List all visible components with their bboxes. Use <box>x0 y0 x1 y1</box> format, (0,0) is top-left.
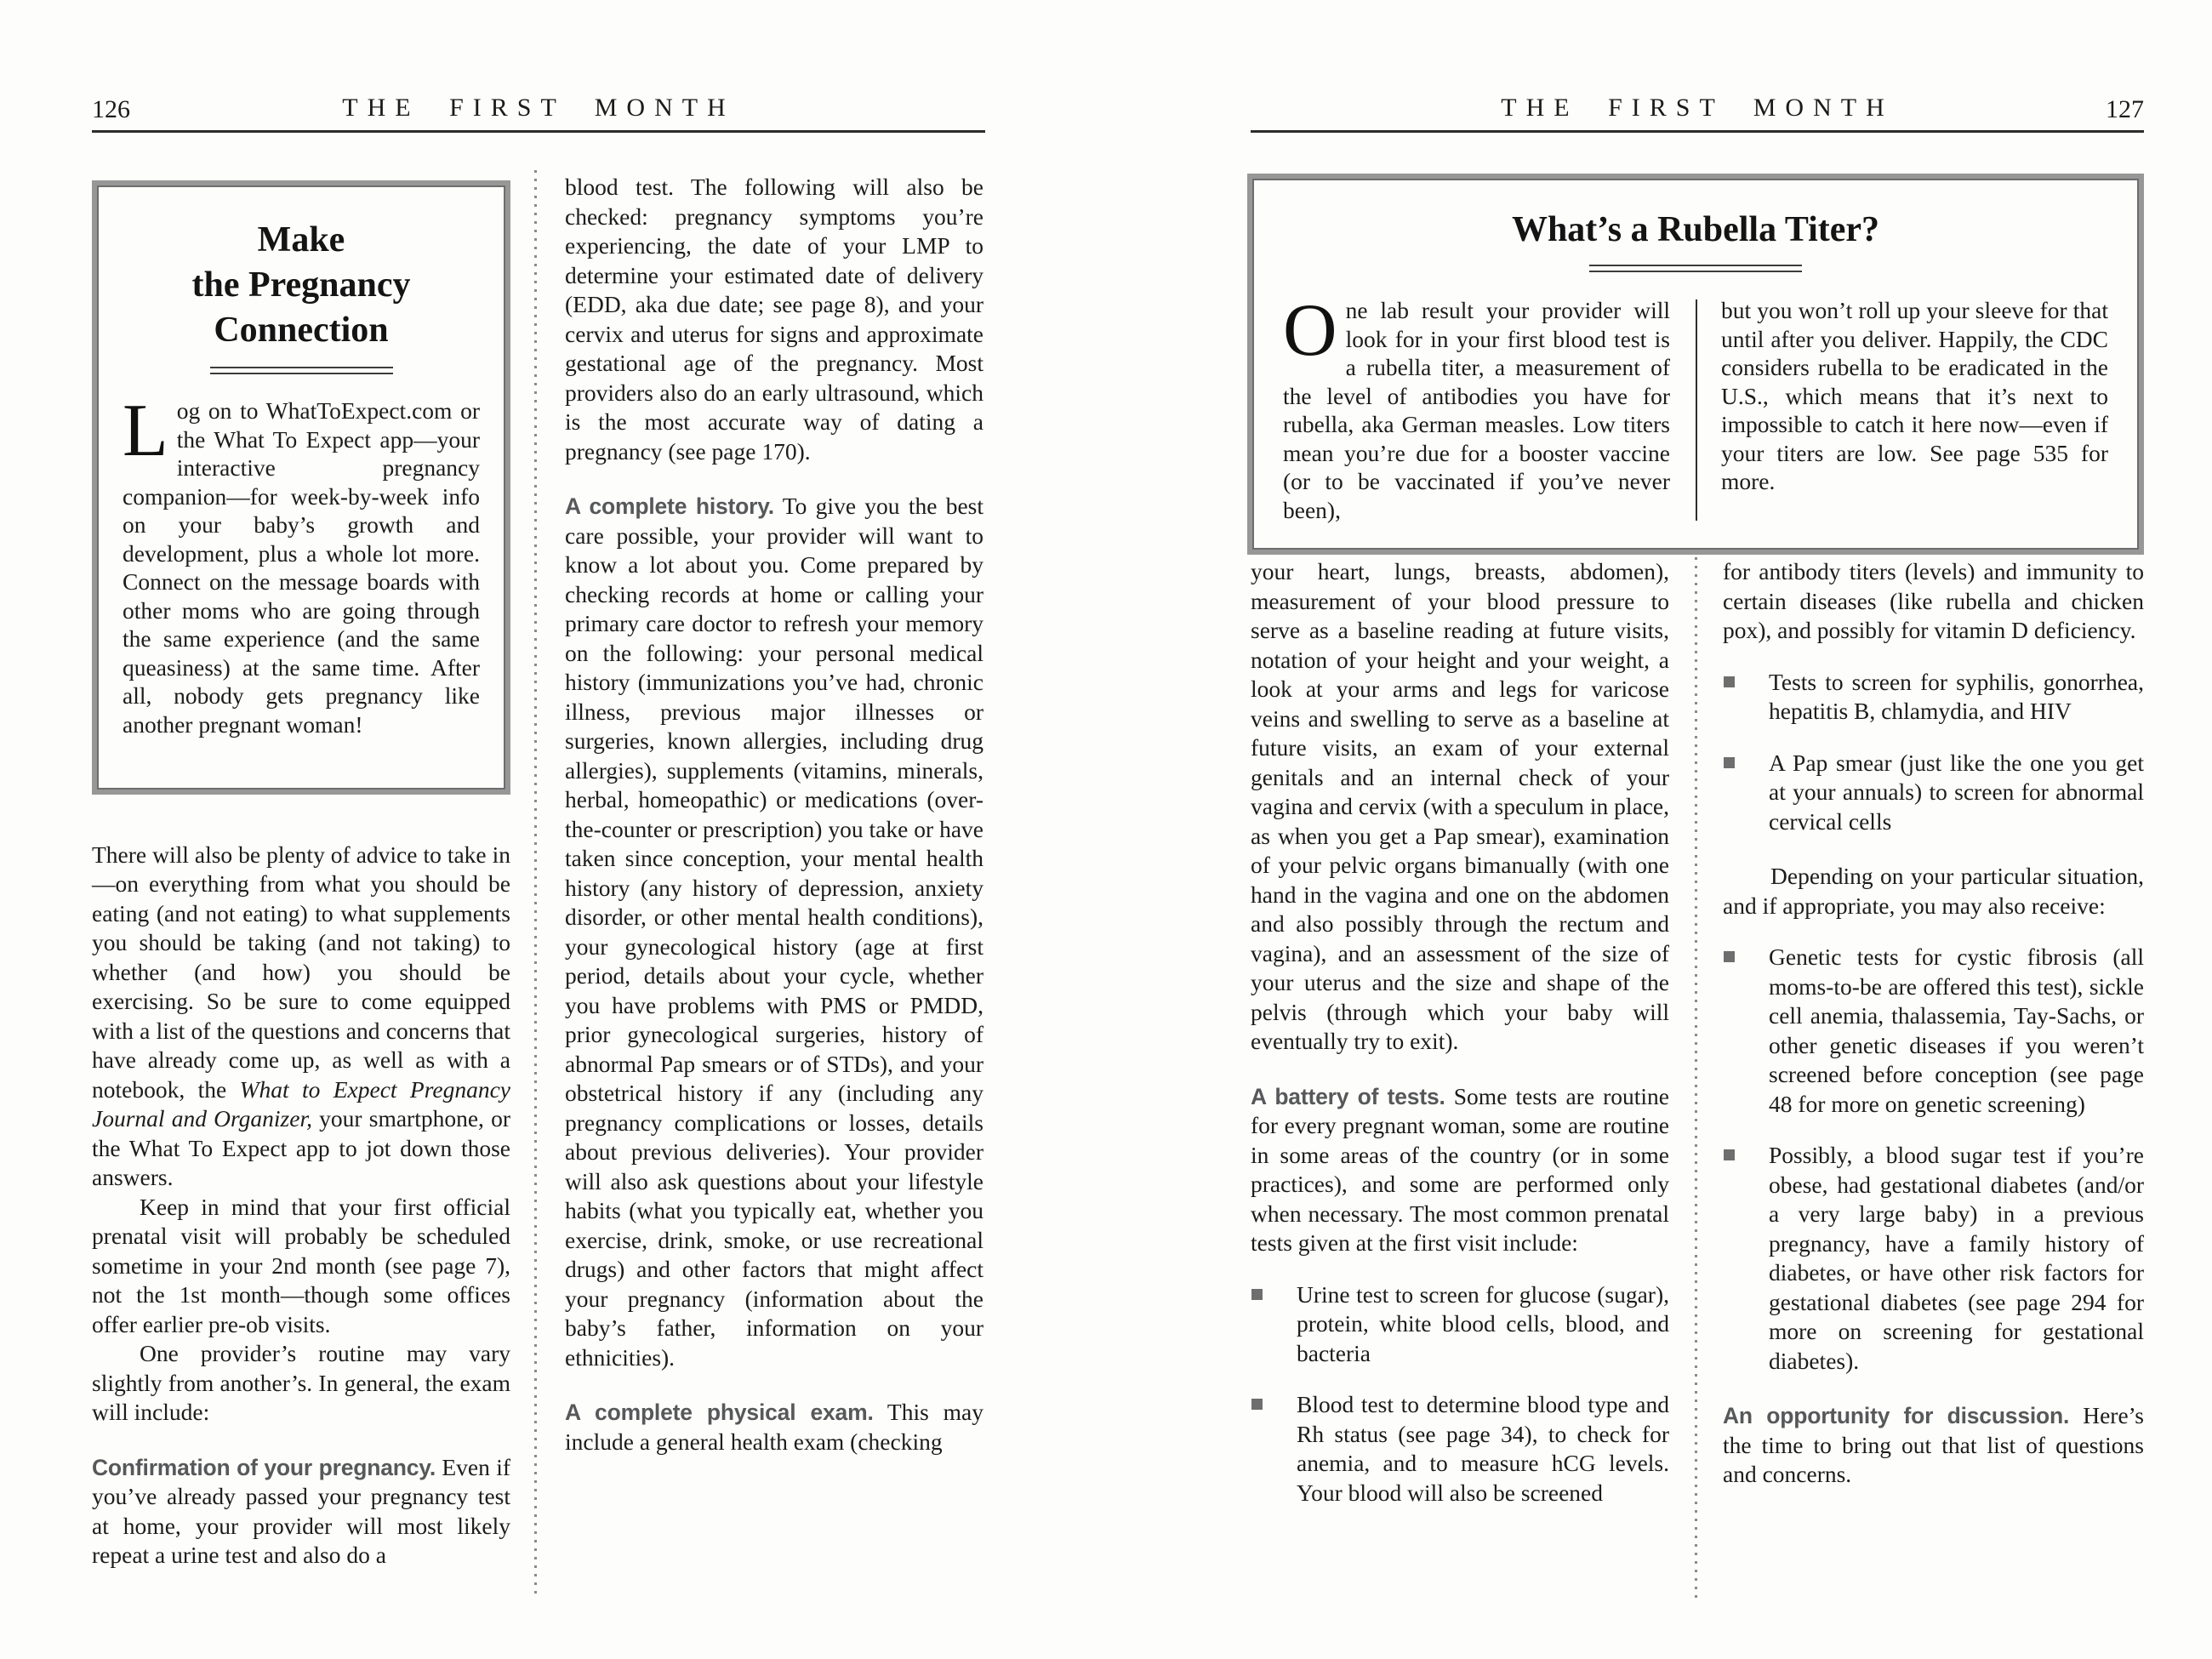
head-rule-right <box>1251 130 2144 133</box>
dropcap-o: O <box>1283 289 1337 372</box>
para-keep-in-mind: Keep in mind that your first official prenatal visit will probably be scheduled sometime in your 2nd month (see page 7), not the 1st month—though some offices offer earlier pre-ob visits. <box>92 1193 510 1337</box>
page-right <box>1106 0 2212 1659</box>
right-page-column-1 <box>1251 557 1669 1508</box>
bullet-blood-sugar-test: Possibly, a blood sugar test if you’re obese, had gestational diabetes (and/or a very large baby) in a previous pregnancy, have a family history of diabetes, or have other risk factors for gestational diabetes (see page 294 for more on screening for gestational diabetes). <box>1723 1141 2144 1376</box>
left-page-column-1 <box>92 180 510 1571</box>
para-complete-physical-exam: A complete physical exam. This may include a general health exam (checking <box>565 1399 983 1455</box>
box-title-rule <box>210 367 393 374</box>
subhead-confirmation-of-pregnancy: Confirmation of your pregnancy. <box>92 1454 436 1480</box>
pregnancy-connection-box <box>92 180 510 795</box>
bullet-genetic-tests: Genetic tests for cystic fibrosis (all moms-to-be are offered this test), sickle cell anemia, thalassemia, Tay-Sachs, or other genetic diseases if you weren’t screened before conception (see page 48 for more on genetic screening) <box>1723 943 2144 1119</box>
left-page-column-2 <box>565 173 983 1457</box>
bullet-blood-test: Blood test to determine blood type and Rh status (see page 34), to check for anemia, and to measure hCG levels. Your blood will also be screened <box>1251 1390 1669 1508</box>
rubella-box-divider <box>1696 299 1697 521</box>
head-rule-left <box>92 130 985 133</box>
subhead-complete-physical-exam: A complete physical exam. <box>565 1400 874 1425</box>
para-confirmation: Confirmation of your pregnancy. Even if you’ve already passed your pregnancy test at home, your provider will most likely repeat a urine test and also do a <box>92 1453 510 1568</box>
column-divider-right <box>1695 557 1697 1602</box>
right-page-column-2 <box>1723 557 2144 1490</box>
bullet-urine-test: Urine test to screen for glucose (sugar), protein, white blood cells, blood, and bacteria <box>1251 1280 1669 1369</box>
subhead-opportunity-for-discussion: An opportunity for discussion. <box>1723 1403 2070 1428</box>
rubella-box-title-rule <box>1589 265 1802 272</box>
box-title: Make the Pregnancy Connection <box>191 220 411 350</box>
rubella-box-columns <box>1283 289 2108 524</box>
para-advice: There will also be plenty of advice to take in—on everything from what you should be eating (and not eating) to what supplements you should be taking (and not taking) to whether (and how) you should be exercising. So be sure to come equipped with a list of the questions and concerns that have already come up, as well as with a notebook, the What to Expect Pregnancy Journal and Organizer, your smartphone, or the What To Expect app to jot down those answers. <box>92 841 511 1190</box>
running-head-right: THE FIRST MONTH <box>1501 94 1894 122</box>
para-physical-exam-continued: your heart, lungs, breasts, abdomen), measurement of your blood pressure to serve as a baseline reading at future visits, notation of your height and your weight, a look at your arms and legs for varicose veins and swelling to serve as a baseline at future visits, an exam of your external genitals and an internal check of your vagina and cervix (with a speculum in place, as when you get a Pap smear), examination of your pelvic organs bimanually (with one hand in the vagina and one on the abdomen and also possibly through the rectum and vagina), and an assessment of the size of your uterus and the size and shape of the pelvis (through which your baby will eventually try to exit). <box>1251 558 1669 1054</box>
para-blood-test: blood test. The following will also be checked: pregnancy symptoms you’re experiencing, the date of your LMP to determine your estimated date of delivery (EDD, aka due date; see page 8), and your cervix and uterus for signs and approximate gestational age of the pregnancy. Most providers also do an early ultrasound, which is the most accurate way of dating a pregnancy (see page 170). <box>565 174 983 465</box>
rubella-box-title: What’s a Rubella Titer? <box>1511 210 1880 249</box>
page-number-right: 127 <box>2106 95 2144 123</box>
rubella-box-col2: but you won’t roll up your sleeve for that until after you deliver. Happily, the CDC considers rubella to be eradicated in the U.S., which means that it’s next to impossible to catch it here now—even if your titers are low. See page 535 for more. <box>1721 297 2108 494</box>
para-antibody-titers: for antibody titers (levels) and immunity to certain diseases (like rubella and chicken pox), and possibly for vitamin D deficiency. <box>1723 558 2144 643</box>
left-column-text <box>92 841 510 1571</box>
para-provider-routine: One provider’s routine may vary slightly from another’s. In general, the exam will include: <box>92 1340 510 1425</box>
page-number-left: 126 <box>92 95 130 123</box>
para-depending: Depending on your particular situation, and if appropriate, you may also receive: <box>1723 863 2144 919</box>
running-head-left: THE FIRST MONTH <box>342 94 735 122</box>
box-body: Log on to WhatToExpect.com or the What To Expect app—your interactive pregnancy companion—for week-by-week info on your baby’s growth and development, plus a whole lot more. Connect on the message boards with other moms who are going through the same experience (and the same queasiness) at the same time. After all, nobody gets pregnancy like another pregnant woman! <box>123 390 480 738</box>
bullet-pap-smear: A Pap smear (just like the one you get at your annuals) to screen for abnormal cervical cells <box>1723 749 2144 837</box>
para-battery-of-tests: A battery of tests. Some tests are routine for every pregnant woman, some are routine in some areas of the country (or in some practices), and some are performed only when necessary. The most common prenatal tests given at the first visit include: <box>1251 1082 1669 1256</box>
dropcap-l: L <box>123 390 168 472</box>
rubella-titer-box <box>1247 174 2144 555</box>
rubella-box-col1: One lab result your provider will look for in your first blood test is a rubella titer, a measurement of the level of antibodies you have for rubella, aka German measles. Low titers mean you’re due for a booster vaccine (or to be vaccinated if you’ve never been), <box>1283 289 1670 523</box>
subhead-complete-history: A complete history. <box>565 493 774 519</box>
book-title-italic: What to Expect Pregnancy Journal and Organizer, <box>92 1075 511 1132</box>
column-divider-left <box>534 170 537 1595</box>
para-opportunity-discussion: An opportunity for discussion. Here’s the time to bring out that list of questions and concerns. <box>1723 1402 2144 1487</box>
para-complete-history: A complete history. To give you the best care possible, your provider will want to know a lot about you. Come prepared by checking records at home or calling your primary care doctor to refresh your memory on the following: your personal medical history (immunizations you’ve had, chronic illness, previous major illnesses or surgeries, known allergies, including drug allergies), supplements (vitamins, minerals, herbal, homeopathic) or medications (over-the-counter or prescription) you take or have taken since conception, your mental health history (any history of depression, anxiety disorder, or other mental health conditions), your gynecological history (age at first period, details about your cycle, whether you have problems with PMS or PMDD, prior gynecological surgeries, history of abnormal Pap smears or of STDs), and your obstetrical history if any (including any pregnancy complications or losses, details about previous deliveries). Your provider will also ask questions about your lifestyle habits (what you typically eat, whether you exercise, drink, smoke, or use recreational drugs) and other factors that might affect your pregnancy (information about the baby’s father, information on your ethnicities). <box>565 493 984 1371</box>
subhead-battery-of-tests: A battery of tests. <box>1251 1083 1445 1109</box>
bullet-std-screening: Tests to screen for syphilis, gonorrhea, hepatitis B, chlamydia, and HIV <box>1723 668 2144 727</box>
